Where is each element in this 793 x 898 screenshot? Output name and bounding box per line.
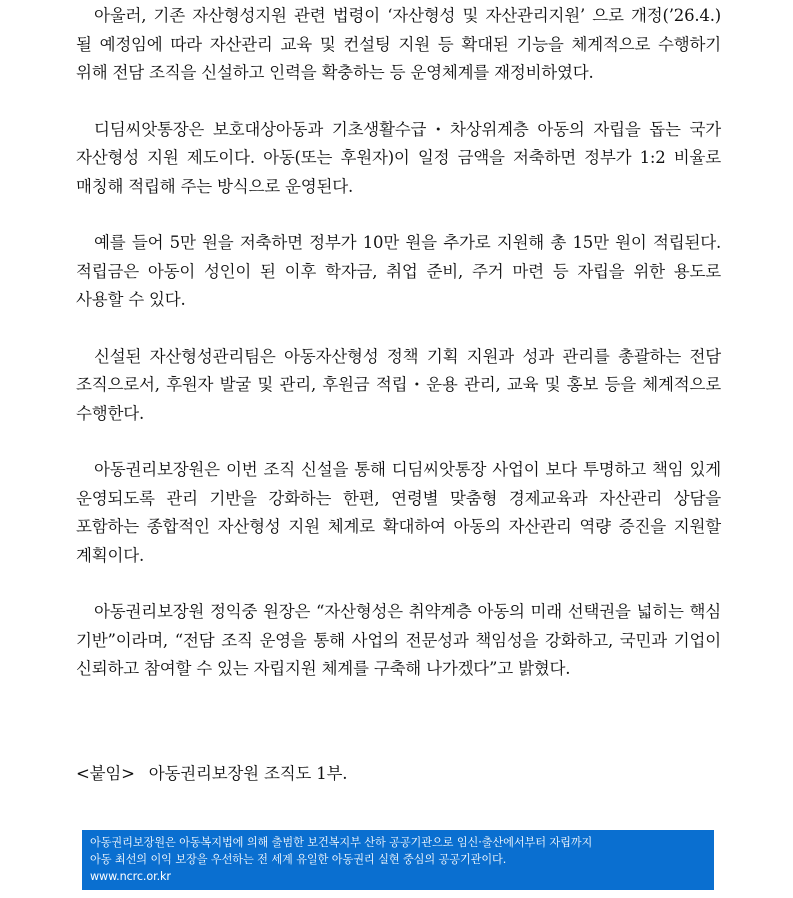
document-body [76,2,721,712]
footer-url[interactable]: www.ncrc.or.kr [90,870,171,883]
footer-line-1: 아동권리보장원은 아동복지법에 의해 출범한 보건복지부 산하 공공기관으로 임신·출산에서부터 자립까지 [90,836,593,849]
paragraph-reorganization: 아울러, 기존 자산형성지원 관련 법령이 ‘자산형성 및 자산관리지원’ 으로 개정(’26.4.) 될 예정임에 따라 자산관리 교육 및 컨설팅 지원 등 확대된 기능을 체계적으로 수행하기 위해 전담 조직을 신설하고 인력을 확충하는 등 운영체계를 재정비하였다. [76,6,721,82]
paragraph-didim-account: 디딤씨앗통장은 보호대상아동과 기초생활수급・차상위계층 아동의 자립을 돕는 국가 자산형성 지원 제도이다. 아동(또는 후원자)이 일정 금액을 저축하면 정부가 1:2 비율로 매칭해 적립해 주는 방식으로 운영된다. [76,119,721,196]
paragraph-plan: 아동권리보장원은 이번 조직 신설을 통해 디딤씨앗통장 사업이 보다 투명하고 책임 있게 운영되도록 관리 기반을 강화하는 한편, 연령별 맞춤형 경제교육과 자산관리 상담을 포함하는 종합적인 자산형성 지원 체계로 확대하여 아동의 자산관리 역량 증진을 지원할 계획이다. [76,460,721,565]
paragraph-director-quote: 아동권리보장원 정익중 원장은 “자산형성은 취약계층 아동의 미래 선택권을 넓히는 핵심 기반”이라며, “전담 조직 운영을 통해 사업의 전문성과 책임성을 강화하고, 국민과 기업이 신뢰하고 참여할 수 있는 자립지원 체계를 구축해 나가겠다”고 밝혔다. [76,602,721,678]
footer-info-box [82,830,714,890]
footer-line-2: 아동 최선의 이익 보장을 우선하는 전 세계 유일한 아동권리 실현 중심의 공공기관이다. [90,853,507,866]
paragraph-new-team: 신설된 자산형성관리팀은 아동자산형성 정책 기획 지원과 성과 관리를 총괄하는 전담 조직으로서, 후원자 발굴 및 관리, 후원금 적립・운용 관리, 교육 및 홍보 등을 체계적으로 수행한다. [76,346,721,423]
attachment-text: 아동권리보장원 조직도 1부. [148,764,348,783]
paragraph-example: 예를 들어 5만 원을 저축하면 정부가 10만 원을 추가로 지원해 총 15만 원이 적립된다. 적립금은 아동이 성인이 된 이후 학자금, 취업 준비, 주거 마련 등 자립을 위한 용도로 사용할 수 있다. [76,233,721,309]
attachment-line [76,760,347,788]
attachment-label: <붙임> [76,764,135,783]
